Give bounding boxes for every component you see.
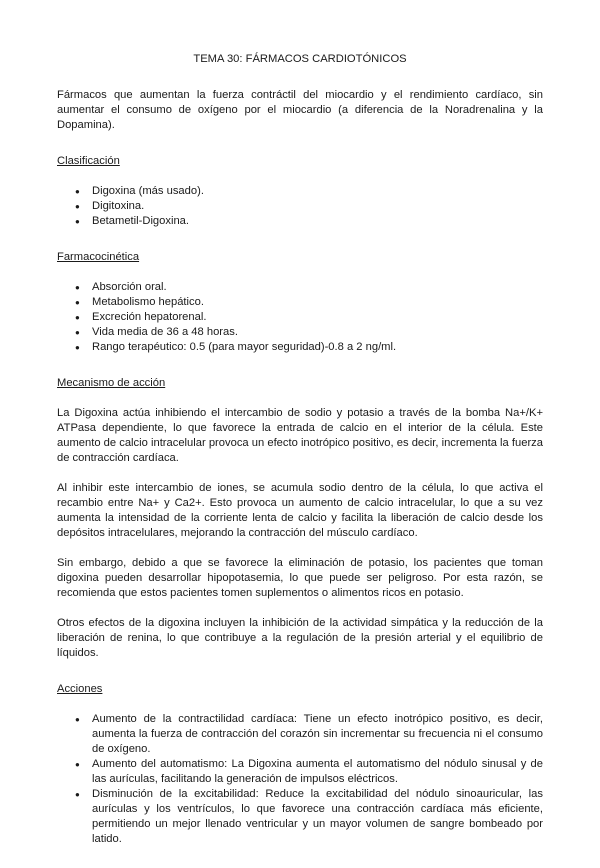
list-item: ● Aumento del automatismo: La Digoxina aumenta el automatismo del nódulo sinusal y de las aurículas, facilitando la generación de impulsos eléctricos. (57, 757, 543, 787)
list-item: ● Disminución de la excitabilidad: Reduce la excitabilidad del nódulo sinoauricular, las aurículas y los ventrículos, lo que favorece una contracción cardíaca más eficiente, permitiendo un mejor llenado ventricular y un mayor volumen de sangre bombeado por latido. (57, 787, 543, 847)
list-item: ● Digoxina (más usado). (57, 184, 543, 199)
document-page (57, 52, 543, 868)
heading-acciones: Acciones (57, 683, 103, 695)
list-item: ● Betametil-Digoxina. (57, 214, 543, 229)
mecanismo-paragraph: Otros efectos de la digoxina incluyen la inhibición de la actividad simpática y la reducción de la liberación de renina, lo que contribuye a la regulación de la presión arterial y el equilibrio de líquidos. (57, 617, 543, 659)
list-item: ● Rango terapéutico: 0.5 (para mayor seguridad)-0.8 a 2 ng/ml. (57, 340, 543, 355)
list-item: ● Digitoxina. (57, 199, 543, 214)
list-clasificacion (57, 184, 543, 229)
document-title: TEMA 30: FÁRMACOS CARDIOTÓNICOS (193, 53, 407, 65)
list-item: ● Metabolismo hepático. (57, 295, 543, 310)
list-item: ● Excreción hepatorenal. (57, 310, 543, 325)
list-item: ● Absorción oral. (57, 280, 543, 295)
list-acciones (57, 712, 543, 847)
list-farmacocinetica (57, 280, 543, 355)
heading-clasificacion: Clasificación (57, 155, 120, 167)
mecanismo-paragraph: La Digoxina actúa inhibiendo el intercambio de sodio y potasio a través de la bomba Na+/K+ ATPasa dependiente, lo que favorece la entrada de calcio en el interior de la célula. Este aumento de calcio intracelular provoca un efecto inotrópico positivo, es decir, incrementa la fuerza de contracción cardíaca. (57, 407, 543, 464)
heading-farmacocinetica: Farmacocinética (57, 251, 140, 263)
mecanismo-paragraph: Sin embargo, debido a que se favorece la eliminación de potasio, los pacientes que toman digoxina pueden desarrollar hipopotasemia, lo que puede ser peligroso. Por esta razón, se recomienda que estos pacientes tomen suplementos o alimentos ricos en potasio. (57, 557, 543, 599)
list-item: ● Aumento de la contractilidad cardíaca: Tiene un efecto inotrópico positivo, es decir, aumenta la fuerza de contracción del corazón sin incrementar su frecuencia ni el consumo de oxígeno. (57, 712, 543, 757)
mecanismo-paragraph: Al inhibir este intercambio de iones, se acumula sodio dentro de la célula, lo que activa el recambio entre Na+ y Ca2+. Esto provoca un aumento de calcio intracelular, lo que a su vez aumenta la intensidad de la corriente lenta de calcio y facilita la liberación de calcio desde los depósitos intracelulares, mejorando la contracción del músculo cardíaco. (57, 482, 543, 539)
intro-paragraph: Fármacos que aumentan la fuerza contráctil del miocardio y el rendimiento cardíaco, sin aumentar el consumo de oxígeno por el miocardio (a diferencia de la Noradrenalina y la Dopamina). (57, 89, 543, 131)
list-item: ● Vida media de 36 a 48 horas. (57, 325, 543, 340)
heading-mecanismo: Mecanismo de acción (57, 377, 166, 389)
